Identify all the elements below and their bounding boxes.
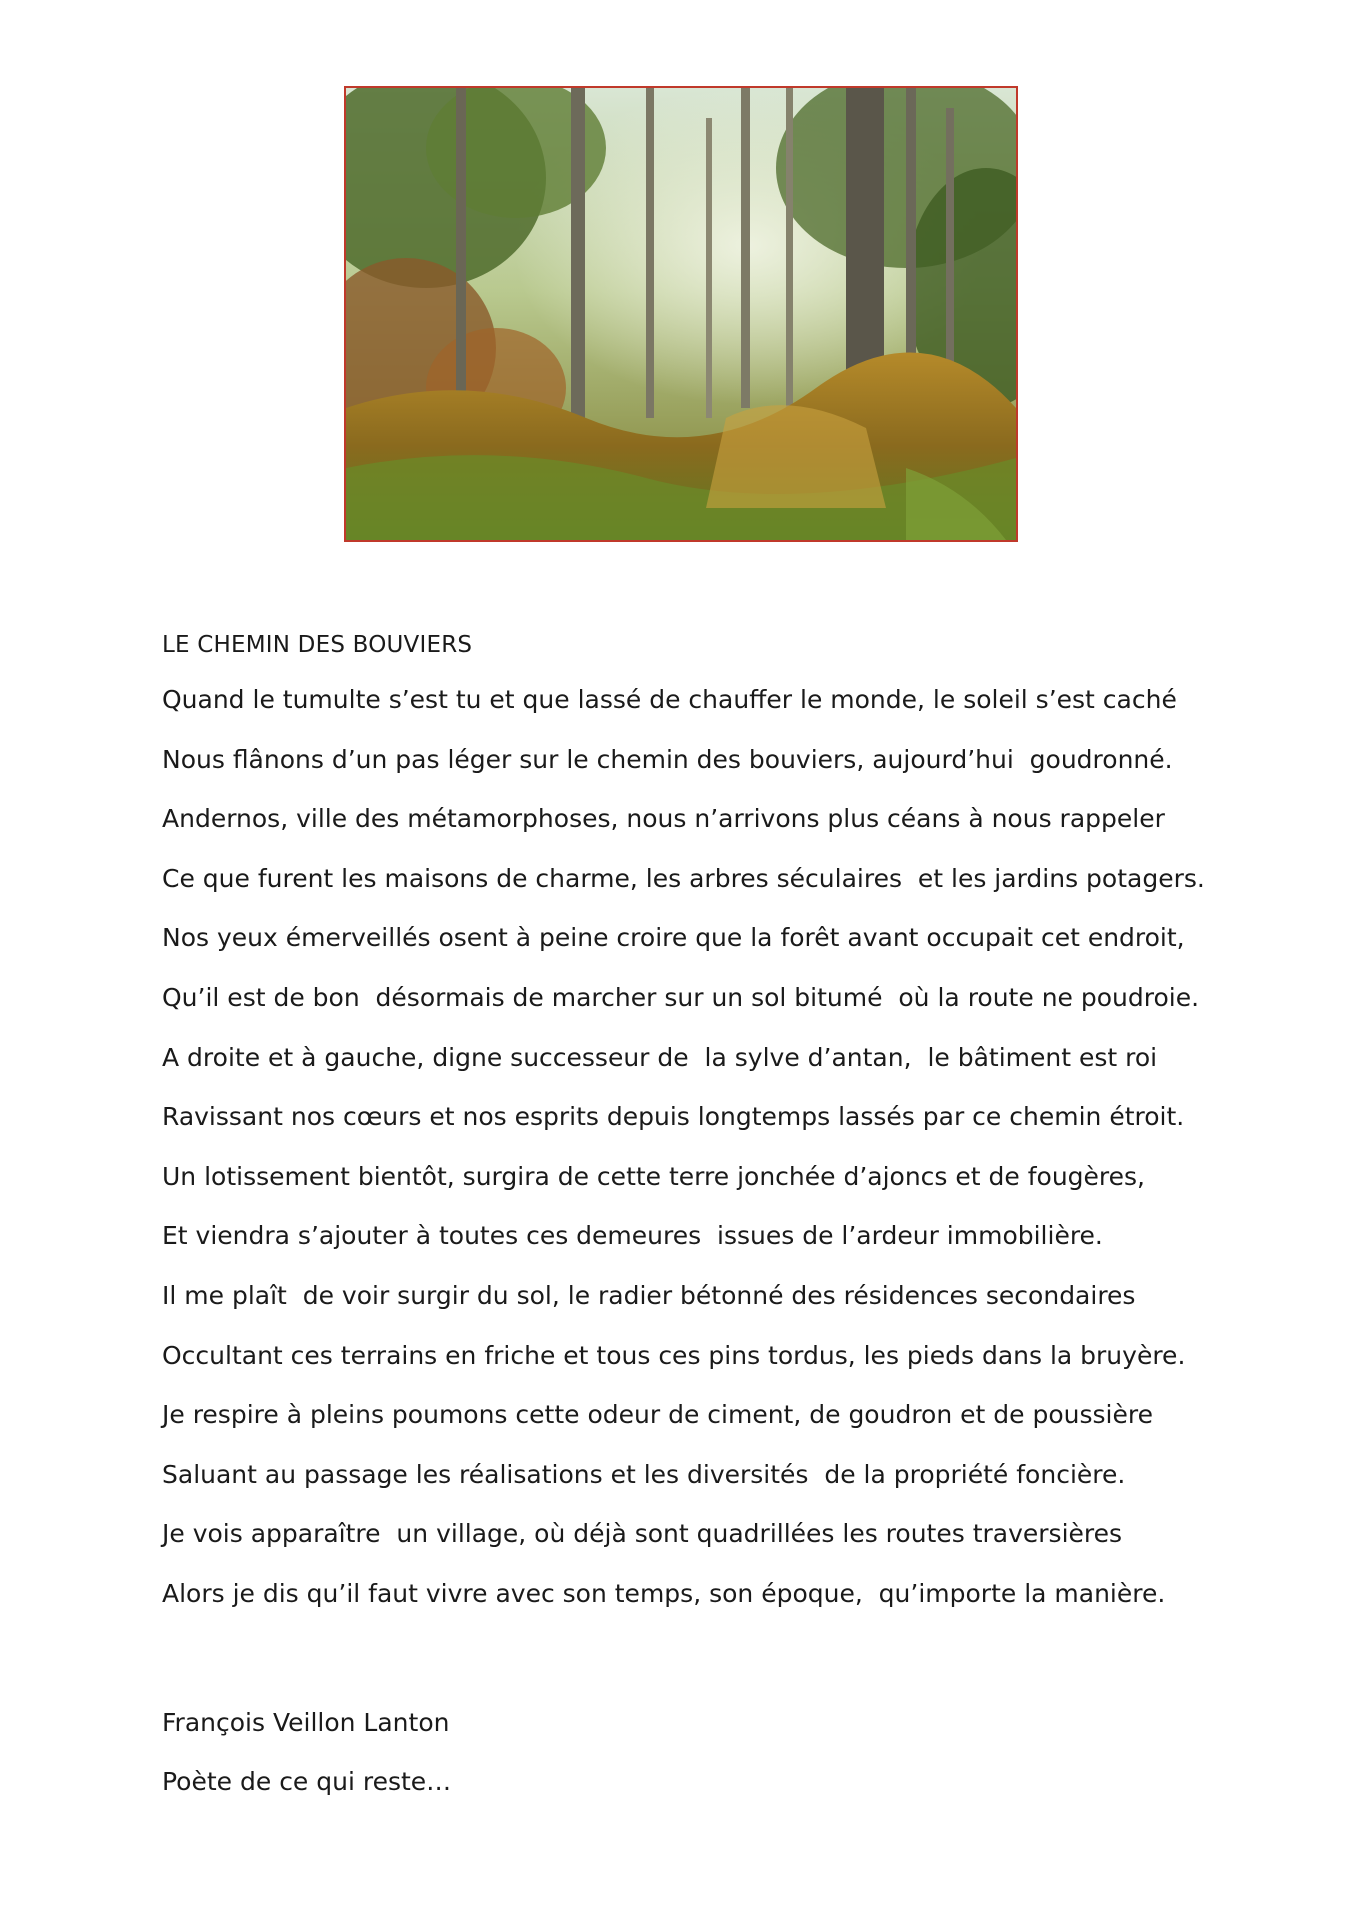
forest-photo <box>344 86 1018 542</box>
poem-verse: Alors je dis qu’il faut vivre avec son temps, son époque, qu’importe la manière. <box>162 1578 1166 1608</box>
poem-verse: Occultant ces terrains en friche et tous ces pins tordus, les pieds dans la bruyère. <box>162 1340 1186 1370</box>
poem-verse: Andernos, ville des métamorphoses, nous n’arrivons plus céans à nous rappeler <box>162 804 1165 834</box>
poem-verse: Un lotissement bientôt, surgira de cette terre jonchée d’ajoncs et de fougères, <box>162 1161 1145 1191</box>
poem-verse: Je respire à pleins poumons cette odeur de ciment, de goudron et de poussière <box>162 1400 1153 1430</box>
poem-verse: Nous flânons d’un pas léger sur le chemin des bouviers, aujourd’hui goudronné. <box>162 744 1173 774</box>
poem-verse: Saluant au passage les réalisations et les diversités de la propriété foncière. <box>162 1459 1126 1489</box>
poem-verse: Qu’il est de bon désormais de marcher sur un sol bitumé où la route ne poudroie. <box>162 982 1200 1012</box>
poem-verse: Nos yeux émerveillés osent à peine croire que la forêt avant occupait cet endroit, <box>162 923 1185 953</box>
poem <box>162 630 1262 1639</box>
poem-verse: Ce que furent les maisons de charme, les arbres séculaires et les jardins potagers. <box>162 863 1205 893</box>
poem-title: LE CHEMIN DES BOUVIERS <box>162 632 473 658</box>
author-subtitle: Poète de ce qui reste… <box>162 1767 452 1796</box>
poem-verse: Et viendra s’ajouter à toutes ces demeures issues de l’ardeur immobilière. <box>162 1221 1103 1251</box>
signature <box>162 1708 451 1826</box>
author-name: François Veillon Lanton <box>162 1708 450 1737</box>
poem-verse: Ravissant nos cœurs et nos esprits depuis longtemps lassés par ce chemin étroit. <box>162 1102 1185 1132</box>
poem-verse: Il me plaît de voir surgir du sol, le radier bétonné des résidences secondaires <box>162 1280 1136 1310</box>
poem-verse: A droite et à gauche, digne successeur de la sylve d’antan, le bâtiment est roi <box>162 1042 1158 1072</box>
forest-photo-illustration <box>346 88 1016 540</box>
poem-verse: Quand le tumulte s’est tu et que lassé de chauffer le monde, le soleil s’est caché <box>162 685 1177 714</box>
poem-verse: Je vois apparaître un village, où déjà sont quadrillées les routes traversières <box>162 1519 1123 1549</box>
